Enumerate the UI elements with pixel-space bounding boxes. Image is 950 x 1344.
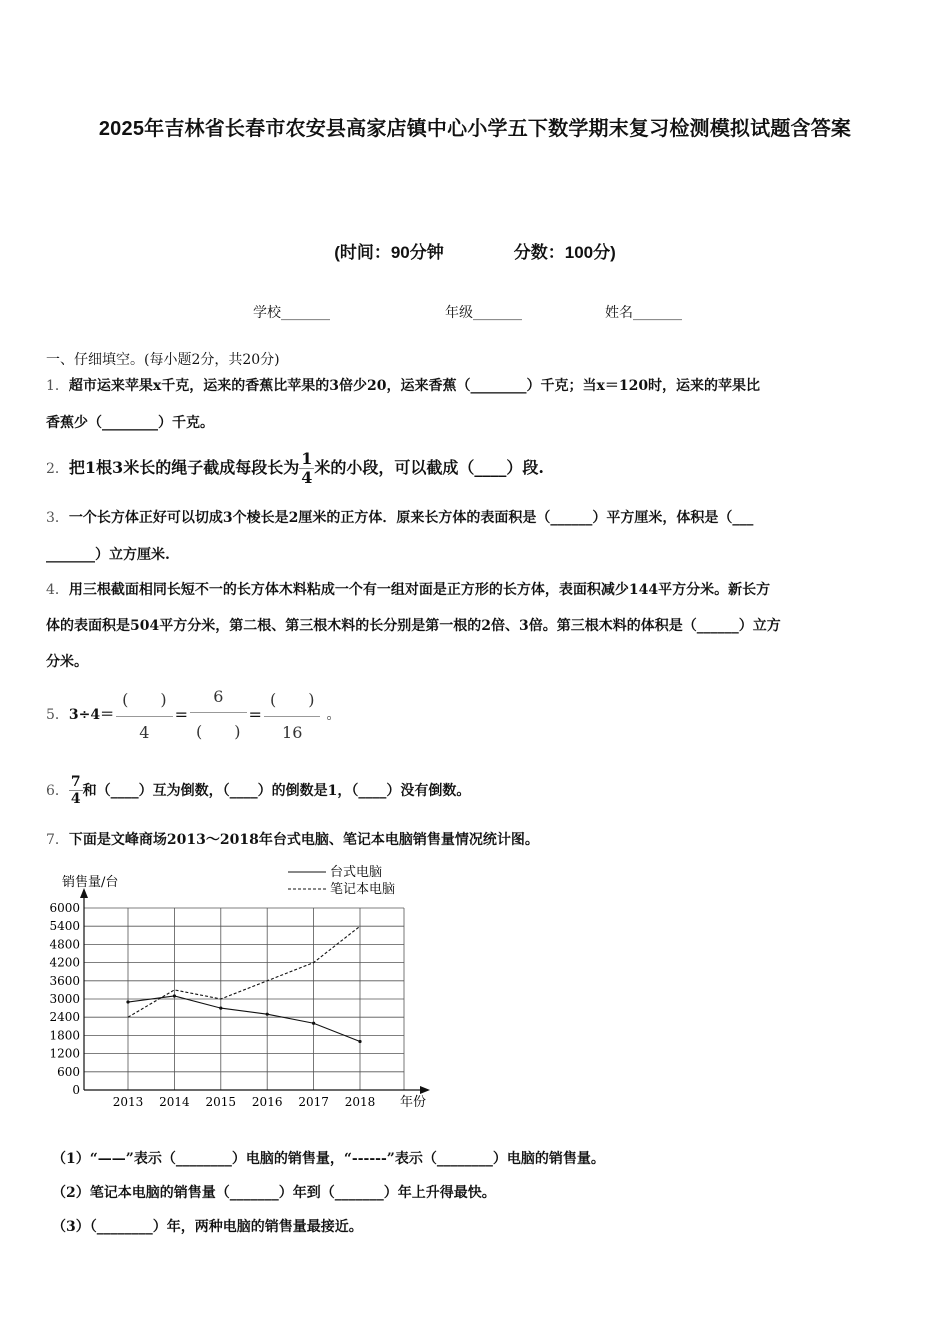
question-7 [46, 822, 908, 858]
x-axis-arrow [420, 1086, 430, 1094]
data-point [266, 1013, 269, 1016]
question-4-cont: 分米。 [46, 654, 88, 670]
x-tick-label: 2016 [251, 1095, 283, 1109]
fraction-denominator: 4 [70, 790, 81, 807]
question-end: 。 [326, 707, 341, 723]
fraction-numerator: 1 [301, 449, 313, 468]
y-axis-label: 销售量/台 [62, 875, 119, 890]
question-text: 把1根3米长的绳子截成每段长为 [68, 458, 300, 477]
x-tick-label: 2014 [159, 1095, 190, 1109]
page-title: 2025年吉林省长春市农安县高家店镇中心小学五下数学期末复习检测模拟试题含答案 [98, 118, 852, 140]
question-number: 5． [46, 707, 69, 723]
legend-label: 笔记本电脑 [330, 882, 396, 897]
question-text: 下面是文峰商场2013～2018年台式电脑、笔记本电脑销售量情况统计图。 [68, 832, 539, 848]
fraction-numerator: ( ) [116, 687, 173, 717]
y-tick-label: 0 [72, 1083, 80, 1097]
question-number: 2． [46, 461, 69, 477]
y-tick-label: 4800 [49, 937, 80, 952]
question-text: 3÷4＝ [68, 707, 115, 723]
question-text: 米的小段，可以截成（____）段. [314, 458, 544, 477]
exam-score: 分数：100分) [513, 243, 616, 262]
x-tick-label: 2017 [298, 1095, 329, 1109]
chart-grid [84, 908, 404, 1090]
section-heading: 一、仔细填空。(每小题2分，共20分) [46, 352, 280, 368]
y-tick-label: 600 [57, 1064, 80, 1079]
question-7-sub-1: （1）“——”表示（________）电脑的销售量，“------”表示（________）电脑的销售量。 [52, 1151, 605, 1167]
question-3-cont: _______）立方厘米. [46, 547, 170, 563]
chart-series [126, 926, 361, 1043]
question-4 [46, 572, 908, 608]
data-point [219, 1007, 222, 1010]
question-number: 3． [46, 510, 69, 526]
data-point [312, 1022, 315, 1025]
question-2 [46, 450, 908, 487]
fraction-denominator: 16 [282, 722, 303, 742]
fraction-denominator: 4 [301, 468, 313, 487]
x-tick-label: 2018 [344, 1095, 376, 1109]
y-tick-label: 3000 [49, 992, 80, 1006]
x-tick-label: 2015 [205, 1095, 237, 1109]
y-tick-label: 6000 [49, 901, 80, 915]
exam-time: (时间：90分钟 [334, 243, 444, 262]
fraction [116, 687, 173, 742]
equals-sign: = [248, 704, 262, 724]
fraction [69, 774, 83, 807]
fraction [190, 687, 247, 742]
y-tick-label: 5400 [49, 919, 80, 934]
question-7-sub-3: （3）（________）年，两种电脑的销售量最接近。 [52, 1219, 363, 1235]
question-text: 一个长方体正好可以切成3个棱长是2厘米的正方体．原来长方体的表面积是（______）平方厘米，体积是（___ [68, 510, 754, 526]
chart-axes [80, 888, 430, 1094]
series-line-laptop [128, 926, 360, 1017]
fraction [299, 450, 314, 487]
name-field: 姓名_______ [605, 305, 682, 321]
chart-y-ticks [49, 901, 80, 1097]
x-tick-label: 2013 [112, 1095, 144, 1109]
chart-legend [288, 864, 395, 897]
question-number: 6． [46, 783, 69, 799]
question-1-cont: 香蕉少（________）千克。 [46, 415, 214, 431]
fraction-denominator: ( ) [196, 721, 241, 741]
data-point [173, 994, 176, 997]
data-point [358, 1040, 361, 1043]
question-5 [46, 683, 340, 745]
y-tick-label: 1200 [49, 1046, 80, 1061]
y-tick-label: 2400 [49, 1010, 80, 1025]
fraction-numerator: ( ) [264, 687, 321, 717]
x-axis-label: 年份 [400, 1095, 427, 1110]
question-7-sub-2: （2）笔记本电脑的销售量（_______）年到（_______）年上升得最快。 [52, 1185, 496, 1201]
school-field: 学校_______ [253, 305, 330, 321]
question-text: 和（____）互为倒数，（____）的倒数是1，（____）没有倒数。 [82, 783, 471, 799]
question-text: 超市运来苹果x千克，运来的香蕉比苹果的3倍少20，运来香蕉（________）千克；当x＝120时，运来的苹果比 [68, 378, 761, 394]
chart-x-ticks [113, 1095, 376, 1109]
exam-meta [0, 238, 950, 263]
equals-sign: = [174, 704, 189, 724]
data-point [126, 1000, 129, 1003]
fraction-numerator: 6 [190, 687, 247, 713]
fraction [264, 687, 321, 742]
question-1 [46, 368, 908, 404]
grade-field: 年级_______ [445, 305, 522, 321]
question-number: 4． [46, 582, 69, 598]
series-line-desktop [128, 996, 360, 1042]
question-3 [46, 500, 908, 536]
question-number: 7． [46, 832, 69, 848]
question-text: 用三根截面相同长短不一的长方体木料粘成一个有一组对面是正方形的长方体，表面积减少144平方分米。新长方 [68, 582, 771, 598]
question-4-cont: 体的表面积是504平方分米，第二根、第三根木料的长分别是第一根的2倍、3倍。第三根木料的体积是（______）立方 [46, 618, 781, 634]
y-tick-label: 1800 [49, 1028, 80, 1043]
fraction-denominator: 4 [139, 722, 150, 742]
fraction-numerator: 7 [70, 773, 81, 790]
question-number: 1． [46, 378, 69, 394]
sales-line-chart [40, 860, 440, 1122]
question-6 [46, 768, 470, 812]
y-tick-label: 4200 [49, 955, 80, 970]
y-tick-label: 3600 [49, 973, 80, 988]
legend-label: 台式电脑 [330, 865, 383, 880]
